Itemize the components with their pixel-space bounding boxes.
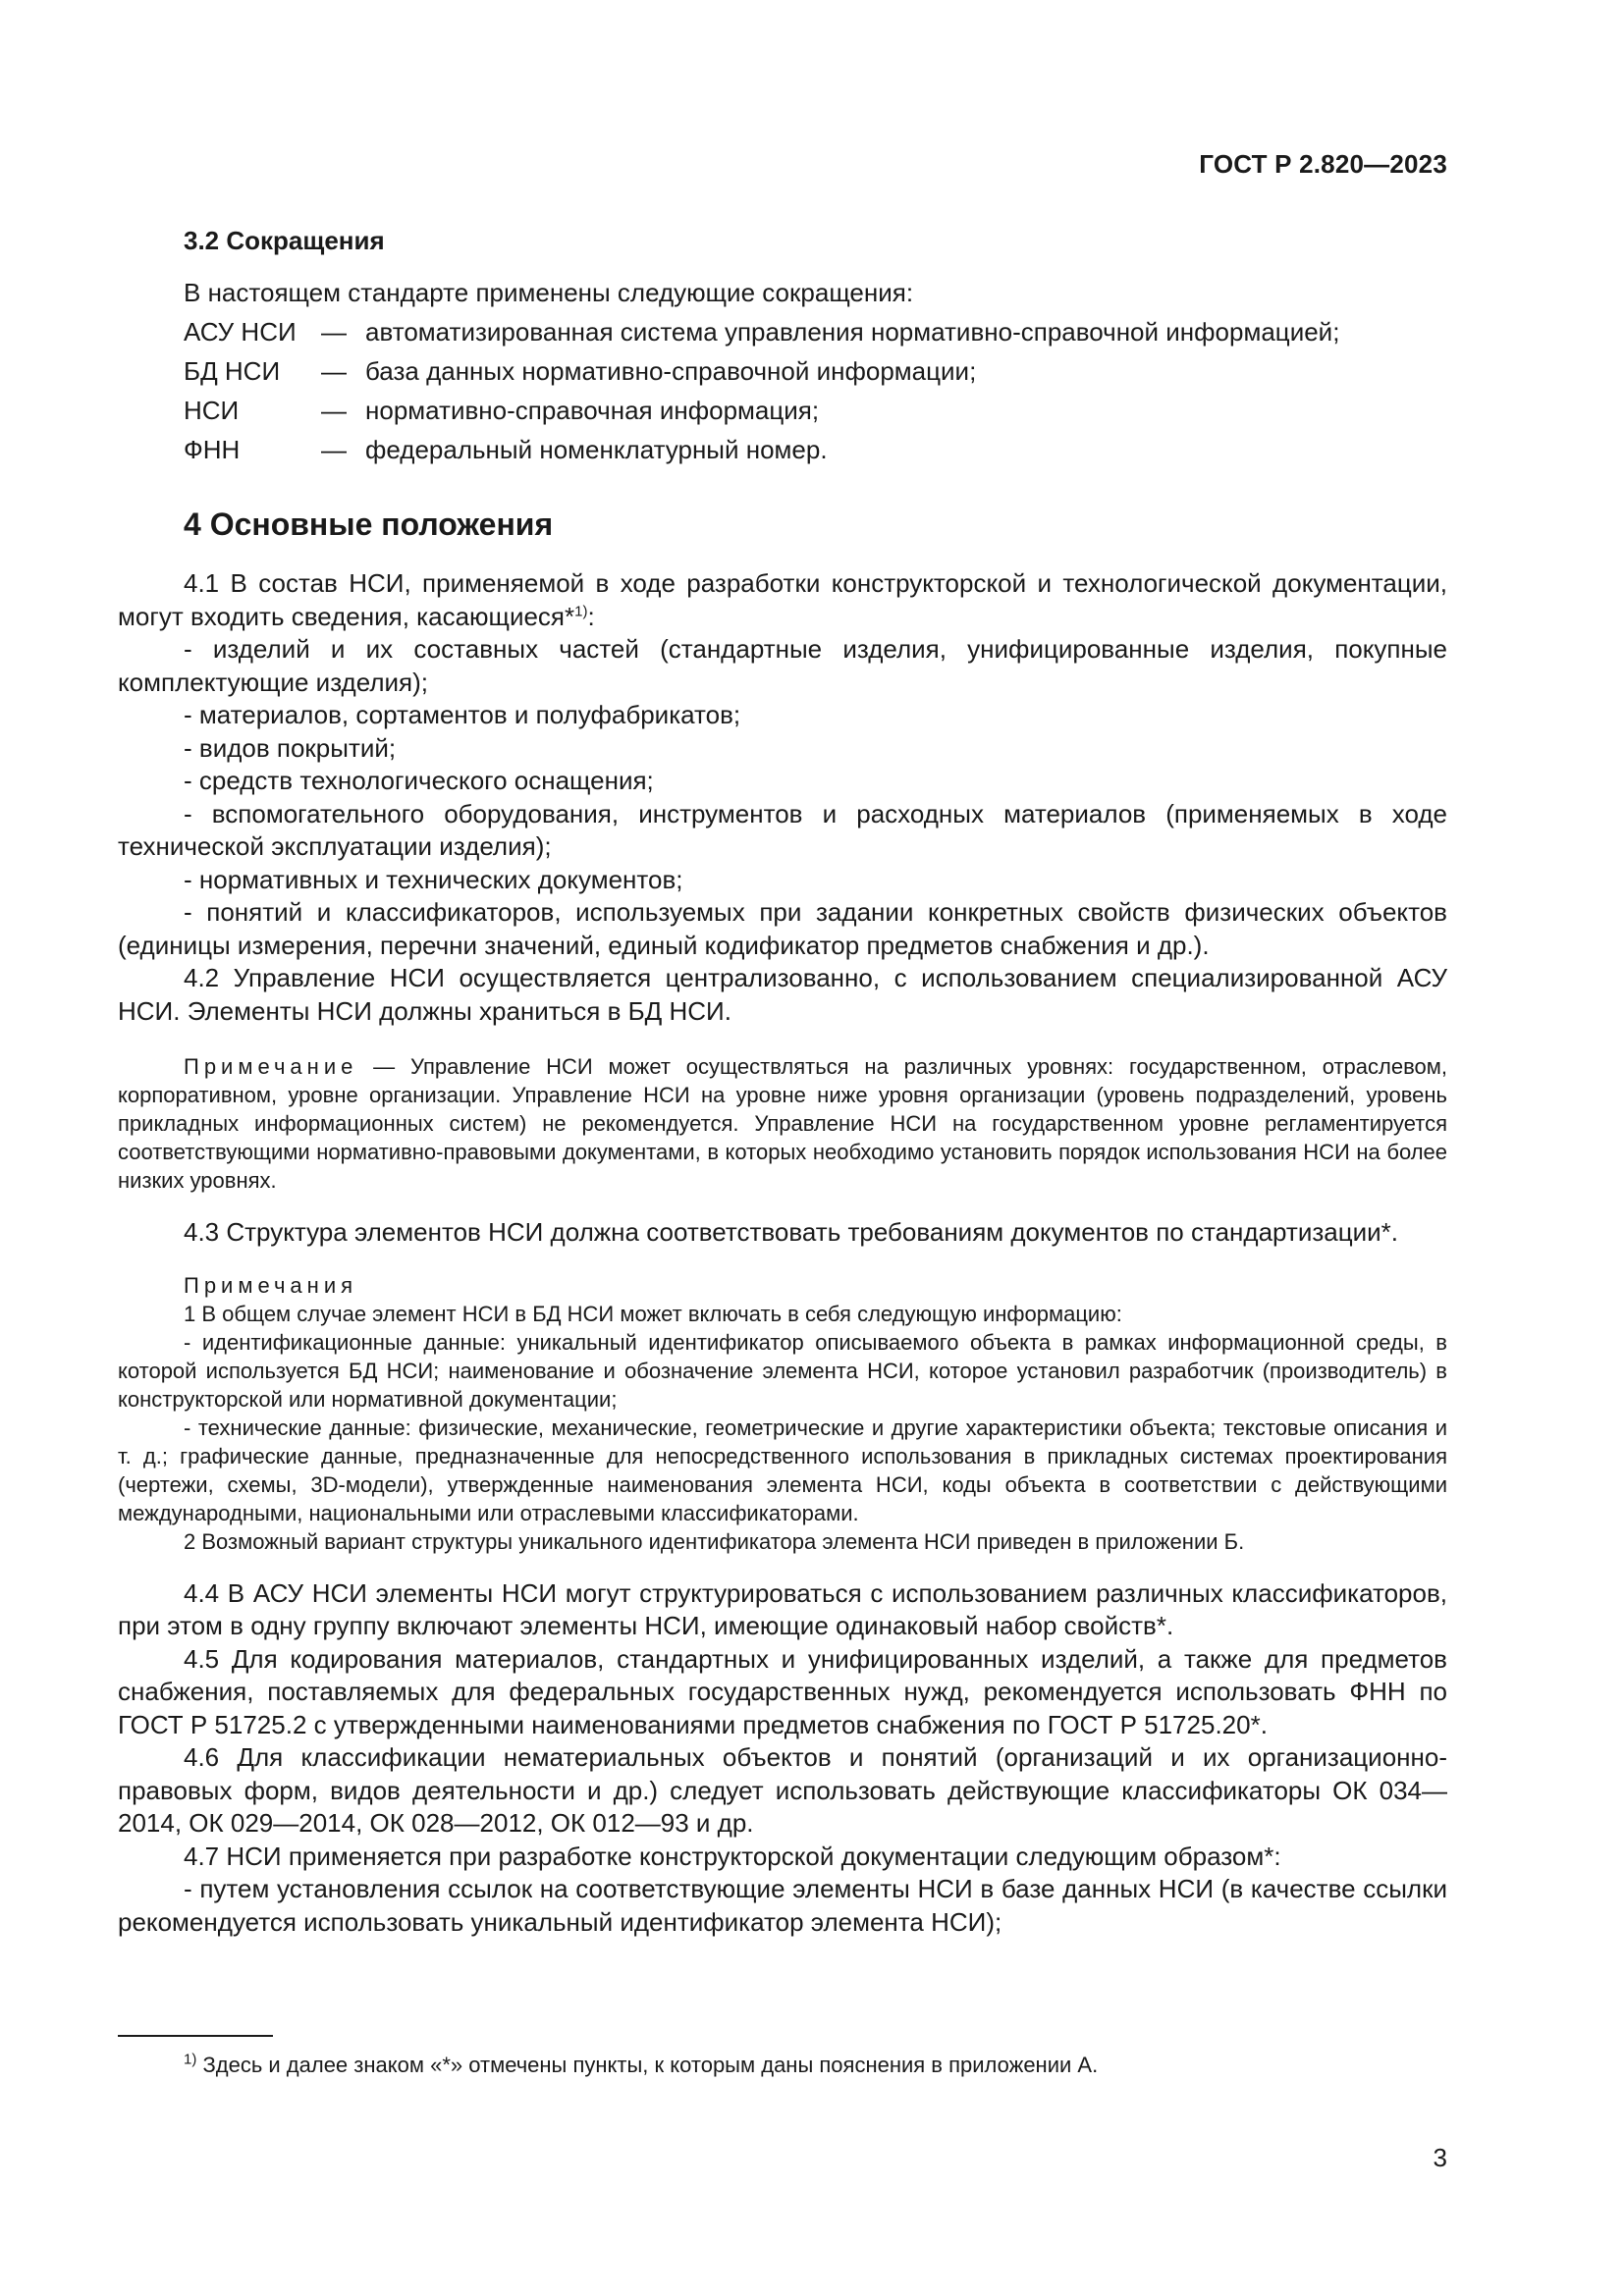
list-item: - материалов, сортаментов и полуфабрикатов; — [184, 700, 741, 729]
list-item: - понятий и классификаторов, используемых при задании конкретных свойств физических объектов (единицы измерения, перечни значений, единый кодификатор предметов снабжения и др.). — [118, 897, 1447, 960]
paragraph-4-2: 4.2 Управление НСИ осуществляется централизованно, с использованием специализированной АСУ НСИ. Элементы НСИ должны храниться в БД НСИ. — [118, 963, 1447, 1026]
list-item: - видов покрытий; — [184, 732, 397, 763]
note-item: - идентификационные данные: уникальный идентификатор описываемого объекта в рамках информационной среды, в которой используется БД НСИ; наименование и обозначение элемента НСИ, которое установил разработчик (производитель) в конструкторской или нормативной документации; — [118, 1329, 1447, 1412]
abbreviation-term: ФНН — [184, 435, 241, 464]
abbreviation-row — [184, 351, 1460, 391]
paragraph-4-1-tail: : — [587, 601, 595, 631]
list-item: - средств технологического оснащения; — [184, 766, 654, 795]
notes-4-3 — [118, 1271, 1447, 1556]
paragraph-4-1 — [118, 567, 1447, 633]
list-item: - изделий и их составных частей (стандартные изделия, унифицированные изделия, покупные комплектующие изделия); — [118, 634, 1447, 697]
abbreviations-intro: В настоящем стандарте применены следующие сокращения: — [184, 278, 914, 307]
footnote-text: Здесь и далее знаком «*» отмечены пункты, к которым даны пояснения в приложении А. — [196, 2053, 1099, 2077]
abbreviation-term: АСУ НСИ — [184, 317, 297, 347]
abbreviation-dash: — — [321, 435, 347, 464]
abbreviation-row — [184, 391, 1460, 430]
section-4-title: 4 Основные положения — [184, 507, 554, 542]
abbreviation-definition: нормативно-справочная информация; — [365, 396, 820, 425]
abbreviation-term: НСИ — [184, 396, 240, 425]
note-4-2 — [118, 1052, 1447, 1195]
paragraph-4-4: 4.4 В АСУ НСИ элементы НСИ могут структурироваться с использованием различных классификаторов, при этом в одну группу включают элементы НСИ, имеющие одинаковый набор свойств*. — [118, 1577, 1447, 1640]
abbreviation-definition: федеральный номенклатурный номер. — [365, 435, 828, 464]
section-3-2-title: 3.2 Сокращения — [184, 226, 385, 255]
abbreviations-list — [184, 312, 1460, 469]
notes-label — [118, 1271, 1447, 1300]
footnote — [184, 2053, 1098, 2078]
abbreviation-definition: база данных нормативно-справочной информации; — [365, 356, 977, 386]
note-item: 2 Возможный вариант структуры уникального идентификатора элемента НСИ приведен в приложении Б. — [184, 1528, 1245, 1554]
abbreviation-row — [184, 312, 1460, 351]
footnote-number: 1) — [184, 2051, 197, 2068]
notes-label-text: Примечания — [184, 1272, 358, 1298]
section-4-body — [118, 567, 1447, 1939]
footnote-marker: 1) — [574, 602, 588, 619]
note-text: — Управление НСИ может осуществляться на различных уровнях: государственном, отраслевом, корпоративном, уровне организации. Управление НСИ на уровне ниже уровня организации (уровень подразделений, уровень прикладных информационных систем) не рекомендуется. Управление НСИ на государственном уровне регламентируется соответствующими нормативно-правовыми документами, в которых необходимо установить порядок использования НСИ на более низких уровнях. — [118, 1054, 1447, 1193]
abbreviation-dash: — — [321, 356, 347, 386]
abbreviation-term: БД НСИ — [184, 356, 281, 386]
abbreviation-dash: — — [321, 396, 347, 425]
note-label: Примечание — [184, 1054, 358, 1079]
abbreviation-row — [184, 430, 1460, 469]
list-item: - путем установления ссылок на соответствующие элементы НСИ в базе данных НСИ (в качестве ссылки рекомендуется использовать уникальный идентификатор элемента НСИ); — [118, 1874, 1447, 1937]
footnote-separator — [118, 2035, 273, 2037]
paragraph-4-1-text: 4.1 В состав НСИ, применяемой в ходе разработки конструкторской и технологической документации, могут входить сведения, касающиеся* — [118, 568, 1447, 631]
document-code: ГОСТ Р 2.820—2023 — [1199, 149, 1447, 179]
paragraph-4-6: 4.6 Для классификации нематериальных объектов и понятий (организаций и их организационно-правовых форм, видов деятельности и др.) следует использовать действующие классификаторы ОК 034—2014, ОК 029—2014, ОК 028—2012, ОК 012—93 и др. — [118, 1742, 1447, 1838]
abbreviation-definition: автоматизированная система управления нормативно-справочной информацией; — [365, 317, 1340, 347]
paragraph-4-7: 4.7 НСИ применяется при разработке конструкторской документации следующим образом*: — [184, 1841, 1281, 1871]
list-item: - вспомогательного оборудования, инструментов и расходных материалов (применяемых в ходе технической эксплуатации изделия); — [118, 798, 1447, 861]
paragraph-4-5: 4.5 Для кодирования материалов, стандартных и унифицированных изделий, а также для предметов снабжения, поставляемых для федеральных государственных нужд, рекомендуется использовать ФНН по ГОСТ Р 51725.2 с утвержденными наименованиями предметов снабжения по ГОСТ Р 51725.20*. — [118, 1643, 1447, 1739]
note-item: - технические данные: физические, механические, геометрические и другие характеристики объекта; текстовые описания и т. д.; графические данные, предназначенные для непосредственного использования в прикладных системах проектирования (чертежи, схемы, 3D-модели), утвержденные наименования элемента НСИ, коды объекта в соответствии с действующими международными, национальными или отраслевыми классификаторами. — [118, 1415, 1447, 1525]
paragraph-4-3: 4.3 Структура элементов НСИ должна соответствовать требованиям документов по стандартизации*. — [184, 1217, 1399, 1247]
abbreviation-dash: — — [321, 317, 347, 347]
note-item: 1 В общем случае элемент НСИ в БД НСИ может включать в себя следующую информацию: — [184, 1301, 1122, 1326]
list-item: - нормативных и технических документов; — [184, 864, 683, 894]
page-number: 3 — [1433, 2143, 1447, 2172]
